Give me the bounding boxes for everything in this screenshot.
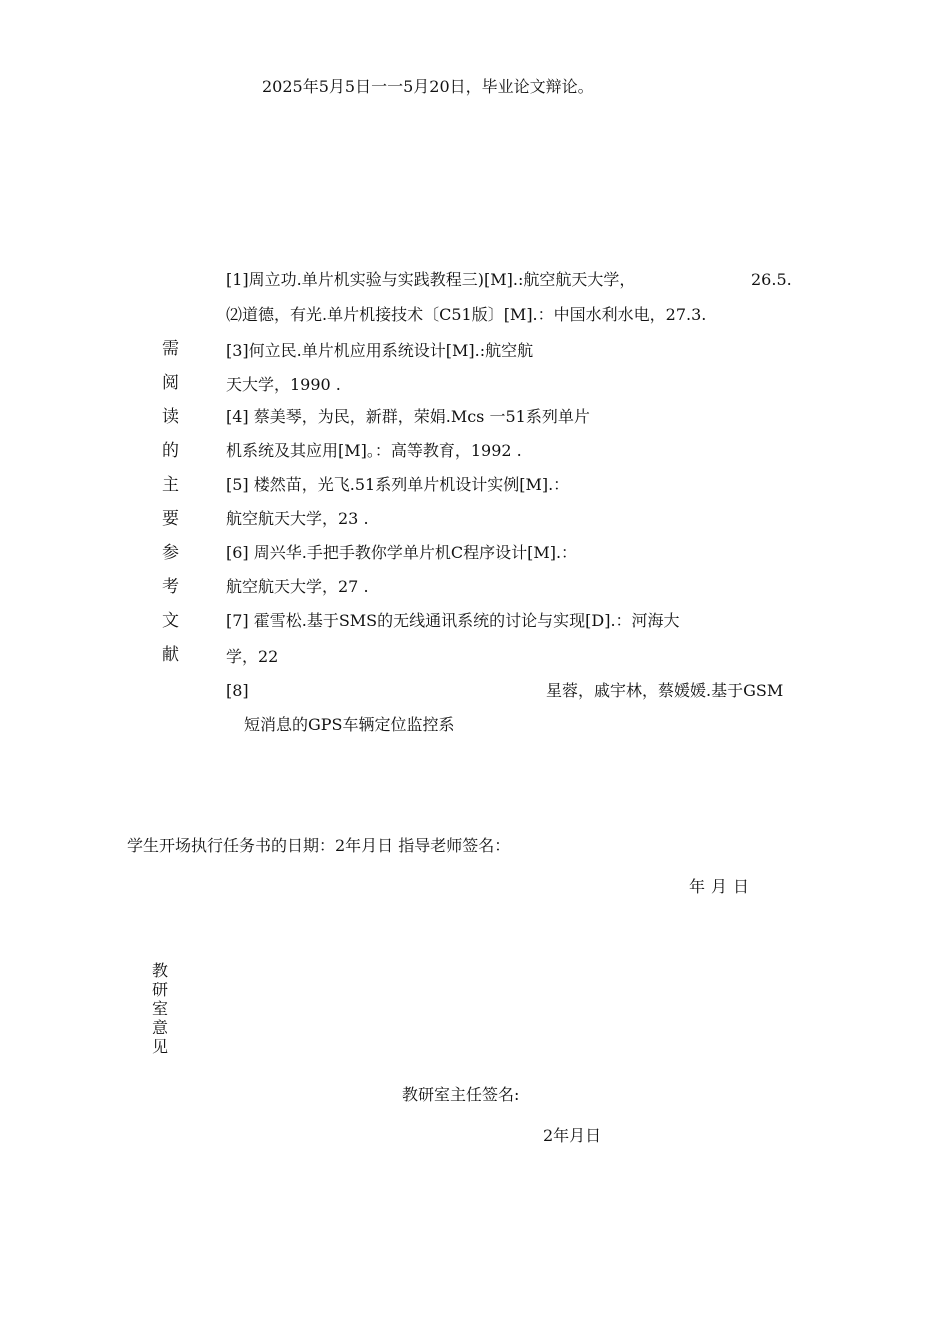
reference-line: ⑵道德，有光.单片机接技术〔C51版〕[M].：中国水利水电，27.3. <box>226 305 707 324</box>
label-char: 主 <box>162 475 179 495</box>
reference-line: [6] 周兴华.手把手教你学单片机C程序设计[M].： <box>226 543 578 562</box>
reference-line: 短消息的GPS车辆定位监控系 <box>244 715 455 734</box>
label-char: 意 <box>152 1018 169 1037</box>
reference-line: 学，22 <box>226 647 279 666</box>
label-char: 需 <box>162 339 179 359</box>
reference-line: 26.5. <box>751 270 792 289</box>
label-char: 读 <box>162 407 179 427</box>
reference-line: 机系统及其应用[M]。：高等教育，1992 . <box>226 441 522 460</box>
label-char: 室 <box>152 999 169 1018</box>
reference-line: [1]周立功.单片机实验与实践教程三)[M].:航空航天大学， <box>226 270 636 289</box>
label-char: 教 <box>152 961 169 980</box>
reference-line: 航空航天大学，23 . <box>226 509 369 528</box>
label-char: 阅 <box>162 373 179 393</box>
director-signature-label: 教研室主任签名: <box>402 1085 520 1104</box>
task-start-date-line: 学生开场执行任务书的日期：2年月日 指导老师签名： <box>127 836 511 855</box>
label-char: 文 <box>162 611 179 631</box>
label-char: 要 <box>162 509 179 529</box>
label-char: 研 <box>152 980 169 999</box>
reference-line: 星蓉，戚宇林，蔡媛媛.基于GSM <box>546 681 784 700</box>
office-opinion-label <box>152 961 172 1056</box>
reference-line: [5] 楼然苗，光飞.51系列单片机设计实例[M].： <box>226 475 570 494</box>
reference-line: 天大学，1990 . <box>226 375 341 394</box>
references-section-label <box>162 338 184 678</box>
defense-schedule-text: 2025年5月5日一一5月20日，毕业论文辩论。 <box>262 77 594 96</box>
label-char: 参 <box>162 543 179 563</box>
label-char: 见 <box>152 1037 169 1056</box>
reference-line: [4] 蔡美琴，为民，新群，荣娟.Mcs 一51系列单片 <box>226 407 590 426</box>
reference-line: [8] <box>226 681 249 700</box>
reference-line: [3]何立民.单片机应用系统设计[M].:航空航 <box>226 341 534 360</box>
label-char: 献 <box>162 645 179 665</box>
reference-line: [7] 霍雪松.基于SMS的无线通讯系统的讨论与实现[D].：河海大 <box>226 611 680 630</box>
reference-line: 航空航天大学，27 . <box>226 577 369 596</box>
label-char: 的 <box>162 441 179 461</box>
label-char: 考 <box>162 577 179 597</box>
director-sign-date: 2年月日 <box>543 1126 602 1145</box>
advisor-sign-date: 年月日 <box>689 877 756 896</box>
